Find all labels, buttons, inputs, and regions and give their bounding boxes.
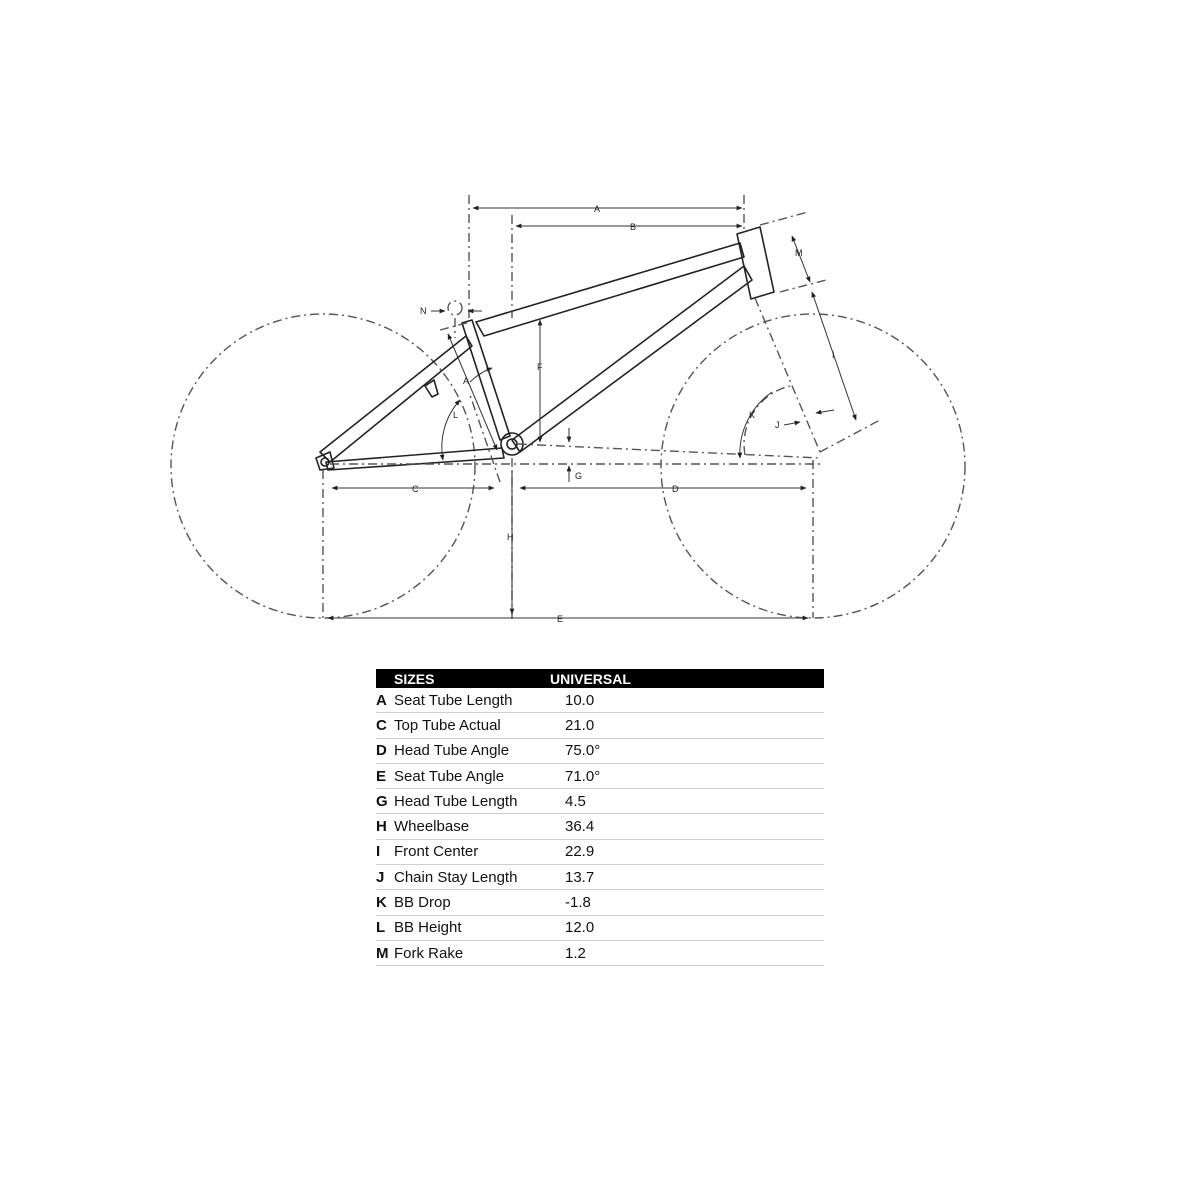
row-name: BB Height: [394, 919, 462, 937]
bike-frame: [316, 227, 774, 470]
row-value: 1.2: [565, 944, 586, 962]
geometry-table: [376, 669, 824, 966]
header-universal: UNIVERSAL: [550, 670, 631, 687]
table-row: [376, 840, 824, 865]
row-letter: C: [376, 716, 387, 734]
row-letter: H: [376, 818, 387, 836]
row-letter: M: [376, 944, 389, 962]
row-letter: G: [376, 792, 388, 810]
row-letter: I: [376, 843, 381, 861]
row-letter: L: [376, 919, 386, 937]
table-row: [376, 916, 824, 941]
dim-label-m: M: [795, 248, 803, 258]
row-value: -1.8: [565, 894, 591, 912]
row-name: Seat Tube Angle: [394, 767, 505, 785]
table-body: [376, 688, 824, 966]
row-letter: A: [376, 691, 387, 709]
dim-label-h: H: [507, 532, 514, 542]
dim-label-d: D: [672, 484, 679, 494]
dim-label-a-angle: A: [463, 376, 470, 386]
row-value: 12.0: [565, 919, 595, 937]
table-row: [376, 814, 824, 839]
table-row: [376, 865, 824, 890]
dim-label-n: N: [420, 306, 427, 316]
table-row: [376, 764, 824, 789]
table-row: [376, 713, 824, 738]
row-name: Head Tube Length: [394, 792, 518, 810]
dim-label-k: K: [749, 410, 756, 420]
dim-label-j: J: [775, 420, 780, 430]
table-row: [376, 739, 824, 764]
dim-label-b: B: [630, 222, 637, 232]
row-value: 36.4: [565, 818, 595, 836]
row-name: Wheelbase: [394, 818, 470, 836]
dim-label-c: C: [412, 484, 419, 494]
row-name: Seat Tube Length: [394, 691, 513, 709]
row-name: Front Center: [394, 843, 479, 861]
row-value: 75.0°: [565, 742, 601, 760]
dim-label-l: L: [453, 410, 459, 420]
row-letter: D: [376, 742, 387, 760]
dimension-labels: [412, 204, 835, 624]
row-value: 71.0°: [565, 767, 601, 785]
dim-label-a: A: [594, 204, 601, 214]
row-letter: J: [376, 868, 385, 886]
table-row: [376, 890, 824, 915]
table-row: [376, 688, 824, 713]
dim-label-e: E: [557, 614, 564, 624]
row-name: BB Drop: [394, 894, 451, 912]
construction-lines: [323, 195, 880, 622]
dim-label-g: G: [575, 471, 583, 481]
row-value: 21.0: [565, 716, 595, 734]
row-value: 13.7: [565, 868, 595, 886]
dimension-lines: [328, 208, 856, 618]
row-value: 10.0: [565, 691, 595, 709]
row-value: 4.5: [565, 792, 586, 810]
dim-label-i: I: [832, 350, 835, 360]
row-value: 22.9: [565, 843, 595, 861]
table-row: [376, 789, 824, 814]
row-name: Top Tube Actual: [394, 716, 501, 734]
row-name: Fork Rake: [394, 944, 464, 962]
table-header: [376, 669, 824, 688]
row-letter: K: [376, 894, 387, 912]
row-letter: E: [376, 767, 387, 785]
row-name: Chain Stay Length: [394, 868, 518, 886]
header-sizes: SIZES: [394, 670, 435, 687]
table-row: [376, 941, 824, 966]
row-name: Head Tube Angle: [394, 742, 510, 760]
dim-label-f: F: [537, 362, 543, 372]
